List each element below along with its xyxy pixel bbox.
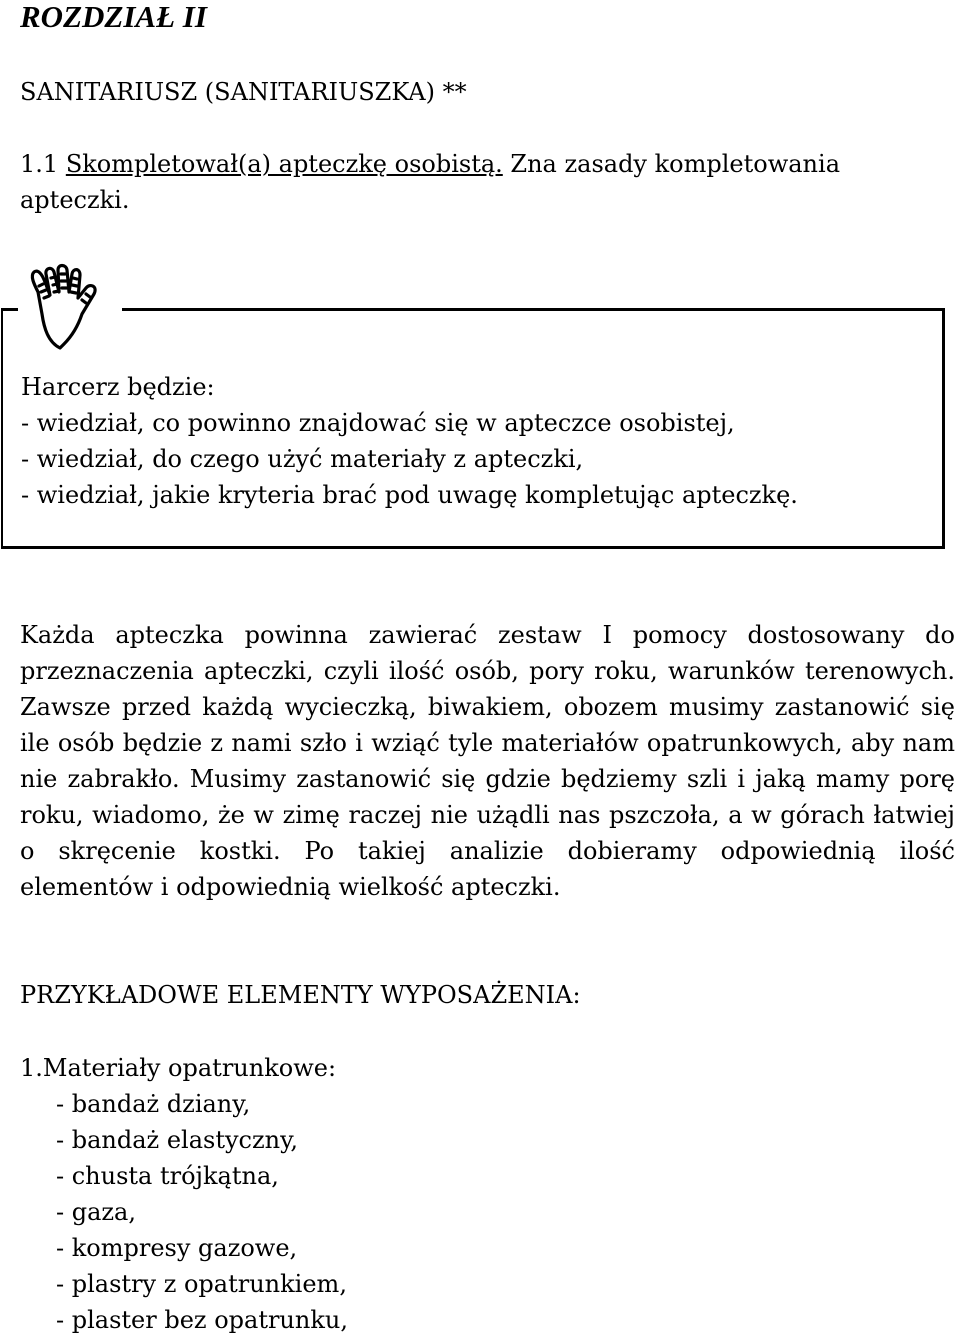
list-item: - plastry z opatrunkiem, (56, 1270, 347, 1298)
chapter-title: ROZDZIAŁ II (20, 0, 207, 34)
task-rest: Zna zasady kompletowania apteczki. (20, 150, 840, 214)
requirements-list (21, 369, 798, 513)
requirements-line: Harcerz będzie: (21, 373, 215, 401)
list-item: - chusta trójkątna, (56, 1162, 279, 1190)
requirements-line: - wiedział, co powinno znajdować się w apteczce osobistej, (21, 409, 735, 437)
materials-title: 1.Materiały opatrunkowe: (20, 1054, 337, 1082)
requirements-line: - wiedział, jakie kryteria brać pod uwagę kompletując apteczkę. (21, 481, 798, 509)
task-number: 1.1 (20, 150, 59, 178)
elements-heading: PRZYKŁADOWE ELEMENTY WYPOSAŻENIA: (20, 981, 581, 1009)
rank-title: SANITARIUSZ (SANITARIUSZKA) ** (20, 78, 467, 106)
task-description (20, 146, 920, 218)
hand-icon (18, 262, 122, 350)
requirements-box (1, 308, 945, 549)
task-link[interactable]: Skompletował(a) apteczkę osobistą. (65, 150, 503, 178)
materials-list (56, 1086, 348, 1338)
list-item: - plaster bez opatrunku, (56, 1306, 348, 1334)
body-paragraph: Każda apteczka powinna zawierać zestaw I pomocy dostosowany do przeznaczenia apteczki, czyli ilość osób, pory roku, warunków terenowych. Zawsze przed każdą wycieczką, biwakiem, obozem musimy zastanowić się ile osób będzie z nami szło i wziąć tyle materiałów opatrunkowych, aby nam nie zabrakło. Musimy zastanowić się gdzie będziemy szli i jaką mamy porę roku, wiadomo, że w zimę raczej nie użądli nas pszczoła, a w górach łatwiej o skręcenie kostki. Po takiej analizie dobieramy odpowiednią ilość elementów i odpowiednią wielkość apteczki. (20, 621, 955, 901)
list-item: - bandaż elastyczny, (56, 1126, 299, 1154)
list-item: - gaza, (56, 1198, 136, 1226)
list-item: - kompresy gazowe, (56, 1234, 298, 1262)
requirements-line: - wiedział, do czego użyć materiały z apteczki, (21, 445, 584, 473)
list-item: - bandaż dziany, (56, 1090, 251, 1118)
